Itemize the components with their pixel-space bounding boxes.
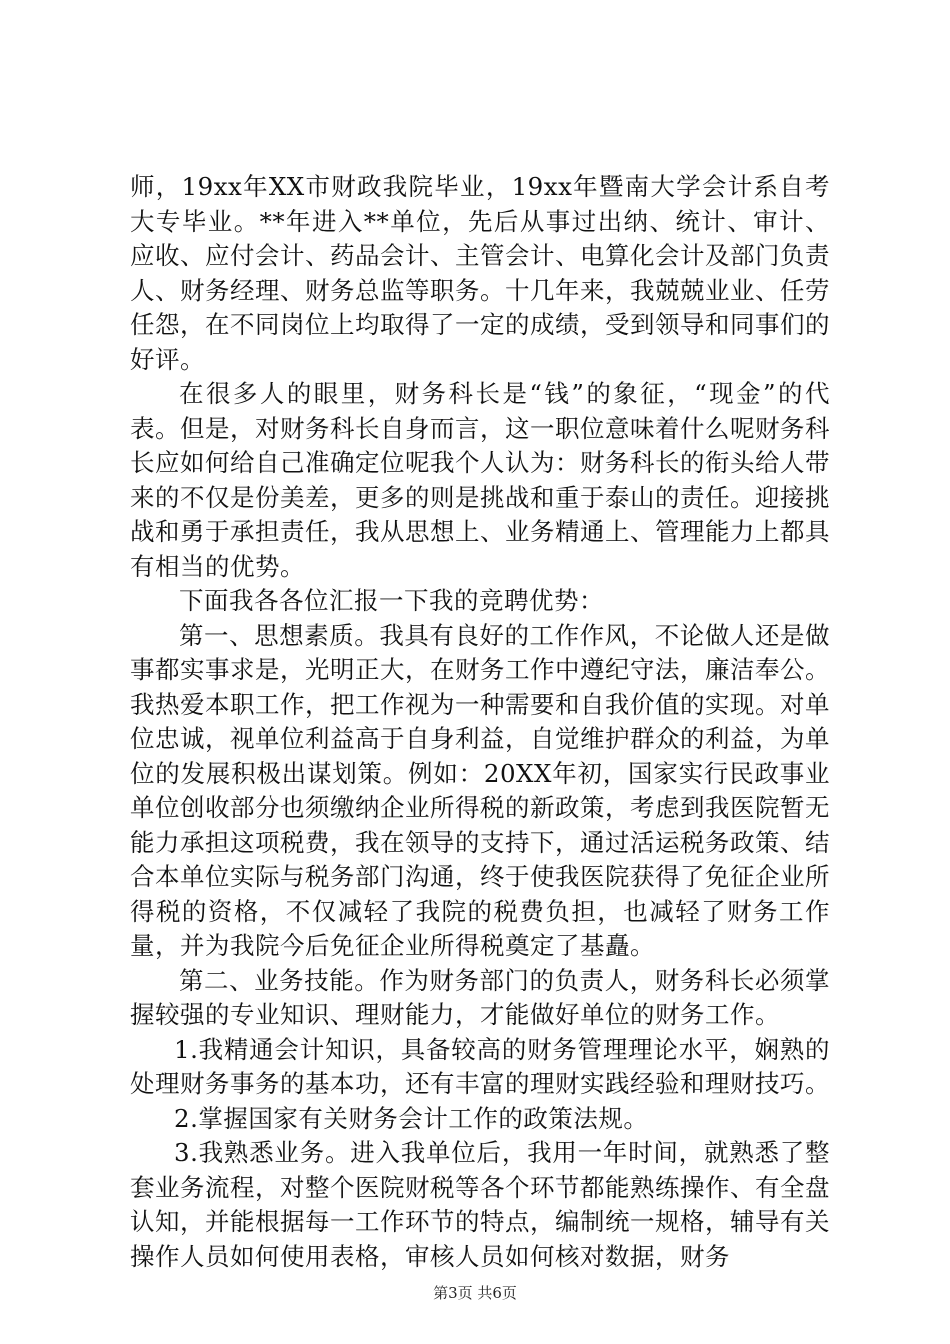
list-item-accounting-knowledge: 1.我精通会计知识，具备较高的财务管理理论水平，娴熟的处理财务事务的基本功，还有丰富的理财实践经验和理财技巧。 [130,1034,830,1098]
paragraph-role-perception: 在很多人的眼里，财务科长是“钱”的象征，“现金”的代表。但是，对财务科长自身而言，这一职位意味着什么呢财务科长应如何给自己准确定位呢我个人认为：财务科长的衔头给人带来的不仅是份美差，更多的则是挑战和重于泰山的责任。迎接挑战和勇于承担责任，我从思想上、业务精通上、管理能力上都具有相当的优势。 [130,379,830,581]
page-footer [0,1283,950,1303]
page-number: 第3页 共6页 [433,1284,517,1302]
paragraph-ideology: 第一、思想素质。我具有良好的工作作风，不论做人还是做事都实事求是，光明正大，在财务工作中遵纪守法，廉洁奉公。我热爱本职工作，把工作视为一种需要和自我价值的实现。对单位忠诚，视单位利益高于自身利益，自觉维护群众的利益，为单位的发展积极出谋划策。例如：20XX年初，国家实行民政事业单位创收部分也须缴纳企业所得税的新政策，考虑到我医院暂无能力承担这项税费，我在领导的支持下，通过活运税务政策、结合本单位实际与税务部门沟通，终于使我医院获得了免征企业所得税的资格，不仅减轻了我院的税费负担，也减轻了财务工作量，并为我院今后免征企业所得税奠定了基矗。 [130,620,830,960]
paragraph-intro-continued: 师，19xx年XX市财政我院毕业，19xx年暨南大学会计系自考大专毕业。**年进入**单位，先后从事过出纳、统计、审计、应收、应付会计、药品会计、主管会计、电算化会计及部门负责人、财务经理、财务总监等职务。十几年来，我兢兢业业、任劳任怨，在不同岗位上均取得了一定的成绩，受到领导和同事们的好评。 [130,172,830,374]
list-item-business-familiarity: 3.我熟悉业务。进入我单位后，我用一年时间，就熟悉了整套业务流程，对整个医院财税等各个环节都能熟练操作、有全盘认知，并能根据每一工作环节的特点，编制统一规格，辅导有关操作人员如何使用表格，审核人员如何核对数据，财务 [130,1138,830,1271]
paragraph-skills: 第二、业务技能。作为财务部门的负责人，财务科长必须掌握较强的专业知识、理财能力，才能做好单位的财务工作。 [130,965,830,1029]
paragraph-advantages-intro: 下面我各各位汇报一下我的竞聘优势： [179,586,604,615]
document-body [130,170,830,1274]
list-item-regulations: 2.掌握国家有关财务会计工作的政策法规。 [174,1103,649,1133]
